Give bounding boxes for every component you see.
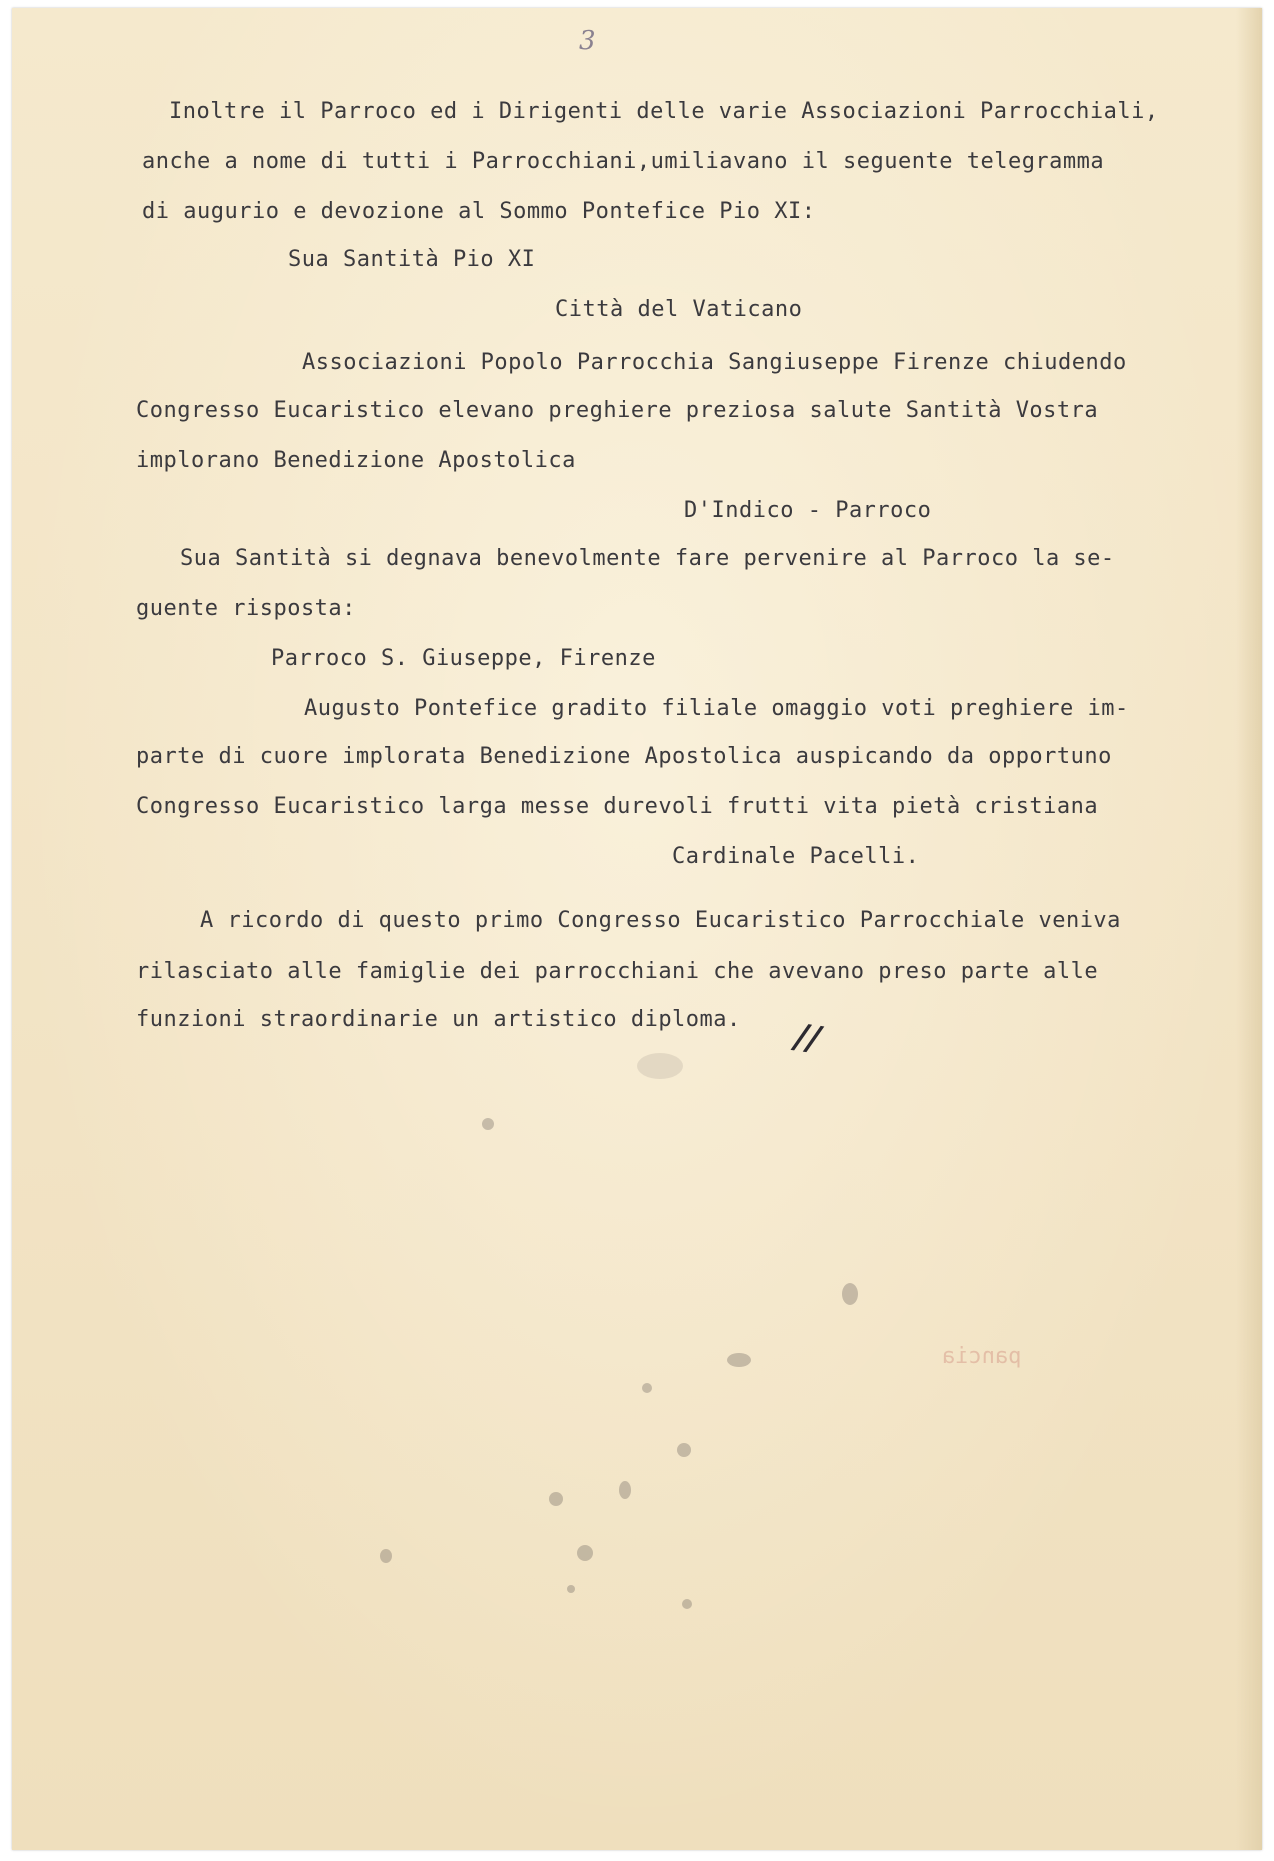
stain-mark	[549, 1492, 563, 1506]
page-number: 3	[579, 26, 596, 56]
text-line-2: anche a nome di tutti i Parrocchiani,umiliavano il seguente telegramma	[142, 149, 1105, 174]
stain-mark	[682, 1599, 692, 1609]
telegram-line-2: Congresso Eucaristico elevano preghiere preziosa salute Santità Vostra	[136, 398, 1099, 423]
text-line-6: A ricordo di questo primo Congresso Eucaristico Parrocchiale veniva	[200, 908, 1121, 933]
stain-mark	[619, 1481, 631, 1499]
stain-mark	[637, 1053, 683, 1079]
stain-mark	[577, 1545, 593, 1561]
text-line-4: Sua Santità si degnava benevolmente fare pervenire al Parroco la se-	[180, 546, 1115, 571]
telegram-recipient: Sua Santità Pio XI	[288, 247, 536, 272]
stain-mark	[380, 1549, 392, 1563]
reply-line-1: Augusto Pontefice gradito filiale omaggio voti preghiere im-	[304, 696, 1129, 721]
telegram-line-1: Associazioni Popolo Parrocchia Sangiuseppe Firenze chiudendo	[302, 350, 1127, 375]
reply-line-3: Congresso Eucaristico larga messe durevoli frutti vita pietà cristiana	[136, 794, 1099, 819]
telegram-address: Città del Vaticano	[555, 297, 803, 322]
telegram-signature: D'Indico - Parroco	[684, 498, 932, 523]
paper-edge-shadow	[1236, 8, 1262, 1850]
reply-line-2: parte di cuore implorata Benedizione Apostolica auspicando da opportuno	[136, 744, 1112, 769]
reply-recipient: Parroco S. Giuseppe, Firenze	[271, 646, 656, 671]
text-line-1: Inoltre il Parroco ed i Dirigenti delle varie Associazioni Parrocchiali,	[169, 99, 1159, 124]
stain-mark	[642, 1383, 652, 1393]
document-page	[12, 8, 1262, 1850]
stain-mark	[727, 1353, 751, 1367]
telegram-line-3: implorano Benedizione Apostolica	[136, 448, 576, 473]
text-line-5: guente risposta:	[136, 596, 356, 621]
stain-mark	[567, 1585, 575, 1593]
stain-mark	[677, 1443, 691, 1457]
show-through-text: pancia	[942, 1344, 1022, 1369]
text-line-8: funzioni straordinarie un artistico diploma.	[136, 1007, 741, 1032]
stain-mark	[482, 1118, 494, 1130]
handwritten-end-mark: //	[792, 1016, 823, 1060]
reply-signature: Cardinale Pacelli.	[672, 844, 920, 869]
stain-mark	[842, 1283, 858, 1305]
text-line-3: di augurio e devozione al Sommo Pontefice Pio XI:	[142, 199, 816, 224]
text-line-7: rilasciato alle famiglie dei parrocchiani che avevano preso parte alle	[136, 959, 1099, 984]
